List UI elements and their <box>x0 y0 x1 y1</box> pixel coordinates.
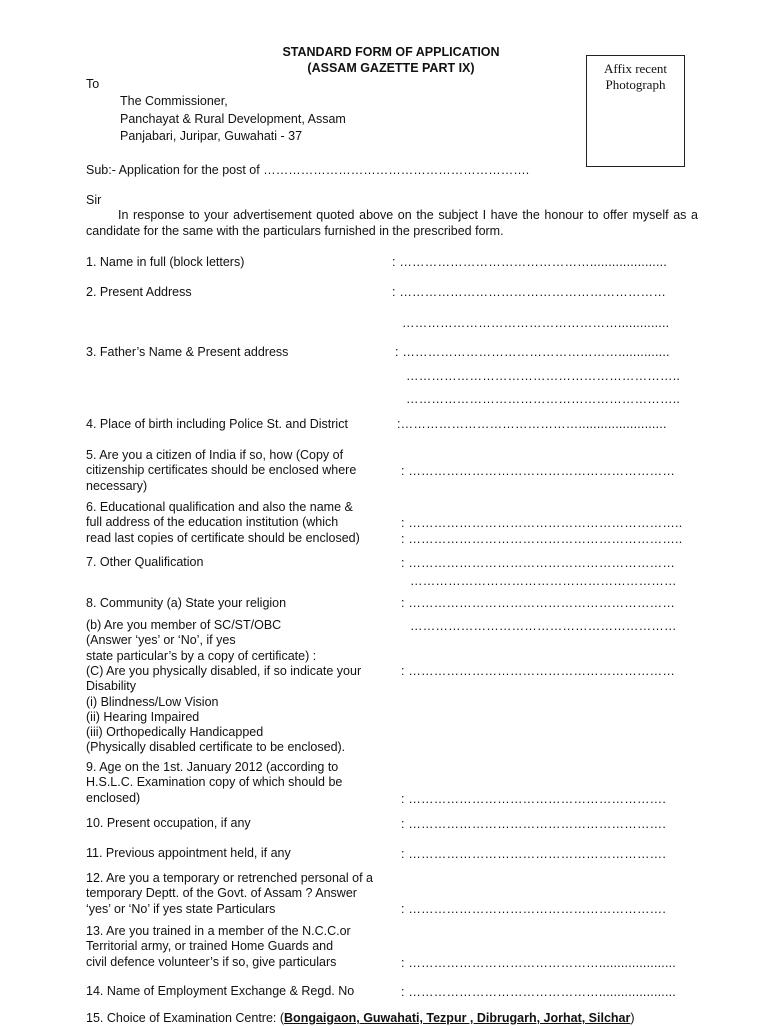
question-8b-line2: (Answer ‘yes’ or ‘No’, if yes <box>86 633 236 648</box>
photo-label-line1: Affix recent <box>604 61 667 76</box>
question-8c-line2: Disability <box>86 679 137 694</box>
answer-line-5[interactable]: : ……………………………………………………… <box>401 464 676 478</box>
photo-label-line2: Photograph <box>605 77 666 92</box>
question-6-line2: full address of the education institution (which <box>86 515 339 530</box>
form-title: STANDARD FORM OF APPLICATION <box>282 45 500 59</box>
answer-line-8a[interactable]: : ……………………………………………………… <box>401 596 676 610</box>
answer-line-3a[interactable]: : …………………………………………….............. <box>395 345 670 359</box>
question-12-line2: temporary Deptt. of the Govt. of Assam ? Answer <box>86 886 357 901</box>
answer-line-2b[interactable]: …………………………………………….............. <box>402 316 670 330</box>
subject-line: Sub:- Application for the post of ………………………………………………………. <box>86 163 530 177</box>
question-9-line1: 9. Age on the 1st. January 2012 (according to <box>86 760 339 774</box>
answer-line-6a[interactable]: : ……………………………………………………….. <box>401 516 683 530</box>
address-line1: The Commissioner, <box>120 94 228 108</box>
address-line2: Panchayat & Rural Development, Assam <box>120 112 346 126</box>
question-8c-line1: (C) Are you physically disabled, if so indicate your <box>86 664 362 678</box>
question-5-line1: 5. Are you a citizen of India if so, how (Copy of <box>86 448 344 462</box>
question-8b-line1: (b) Are you member of SC/ST/OBC <box>86 618 282 632</box>
question-8c-line3: (i) Blindness/Low Vision <box>86 694 219 709</box>
question-1: 1. Name in full (block letters) <box>86 255 245 269</box>
question-8c-line4: (ii) Hearing Impaired <box>86 709 200 724</box>
question-13 <box>86 924 351 970</box>
question-12-line3: ‘yes’ or ‘No’ if yes state Particulars <box>86 901 276 916</box>
answer-line-3b[interactable]: ……………………………………………………….. <box>406 369 681 383</box>
answer-line-1[interactable]: : ………………………………………..................... <box>392 255 667 269</box>
question-13-line3: civil defence volunteer’s if so, give particulars <box>86 954 337 969</box>
question-8c <box>86 664 361 756</box>
question-6-line3: read last copies of certificate should be enclosed) <box>86 530 360 545</box>
answer-line-8b[interactable]: ……………………………………………………… <box>410 619 677 633</box>
answer-line-12[interactable]: : ……………………………………………………. <box>401 902 667 916</box>
answer-line-6b[interactable]: : ……………………………………………………….. <box>401 532 683 546</box>
question-8b <box>86 618 316 664</box>
answer-line-13[interactable]: : ………………………………………..................... <box>401 956 676 970</box>
question-9 <box>86 760 342 806</box>
answer-line-3c[interactable]: ……………………………………………………….. <box>406 392 681 406</box>
question-10: 10. Present occupation, if any <box>86 816 251 830</box>
photo-box[interactable] <box>586 55 685 167</box>
answer-line-10[interactable]: : ……………………………………………………. <box>401 817 667 831</box>
question-15-prefix: 15. Choice of Examination Centre: ( <box>86 1011 285 1025</box>
question-9-line2: H.S.L.C. Examination copy of which should be <box>86 775 343 790</box>
question-8c-line5: (iii) Orthopedically Handicapped <box>86 725 264 740</box>
question-8c-line6: (Physically disabled certificate to be enclosed). <box>86 740 346 755</box>
question-12-line1: 12. Are you a temporary or retrenched personal of a <box>86 871 373 885</box>
question-11: 11. Previous appointment held, if any <box>86 846 291 860</box>
answer-line-9[interactable]: : ……………………………………………………. <box>401 792 667 806</box>
question-5 <box>86 448 356 494</box>
answer-line-11[interactable]: : ……………………………………………………. <box>401 847 667 861</box>
question-6 <box>86 500 360 546</box>
question-3: 3. Father’s Name & Present address <box>86 345 289 359</box>
form-subtitle: (ASSAM GAZETTE PART IX) <box>307 61 475 75</box>
question-2: 2. Present Address <box>86 285 192 299</box>
question-5-line2: citizenship certificates should be enclosed where <box>86 463 357 478</box>
answer-line-4[interactable]: :……………………………………........................ <box>397 417 667 431</box>
answer-line-8c[interactable]: : ……………………………………………………… <box>401 664 676 678</box>
question-14: 14. Name of Employment Exchange & Regd. No <box>86 984 355 998</box>
question-12 <box>86 871 373 917</box>
to-label: To <box>86 77 100 91</box>
answer-line-7b[interactable]: ……………………………………………………… <box>410 574 677 588</box>
address-line3: Panjabari, Juripar, Guwahati - 37 <box>120 129 303 143</box>
salutation: Sir <box>86 193 102 207</box>
exam-centre-list: Bongaigaon, Guwahati, Tezpur , Dibrugarh, Jorhat, Silchar <box>284 1011 631 1025</box>
intro-paragraph: In response to your advertisement quoted above on the subject I have the honour to offer myself as a candidate for the same with the particulars furnished in the prescribed form. <box>86 208 698 238</box>
question-13-line2: Territorial army, or trained Home Guards and <box>86 939 334 954</box>
answer-line-14[interactable]: : ………………………………………..................... <box>401 985 676 999</box>
answer-line-7a[interactable]: : ……………………………………………………… <box>401 556 676 570</box>
question-9-line3: enclosed) <box>86 790 141 805</box>
question-5-line3: necessary) <box>86 478 148 493</box>
question-8b-line3: state particular’s by a copy of certificate) : <box>86 648 317 663</box>
question-13-line1: 13. Are you trained in a member of the N.C.C.or <box>86 924 351 938</box>
question-6-line1: 6. Educational qualification and also the name & <box>86 500 353 514</box>
question-4: 4. Place of birth including Police St. and District <box>86 417 348 431</box>
answer-line-2a[interactable]: : ……………………………………………………… <box>392 285 667 299</box>
question-7: 7. Other Qualification <box>86 555 204 569</box>
question-15-suffix: ) <box>630 1011 635 1025</box>
question-8a: 8. Community (a) State your religion <box>86 596 287 610</box>
